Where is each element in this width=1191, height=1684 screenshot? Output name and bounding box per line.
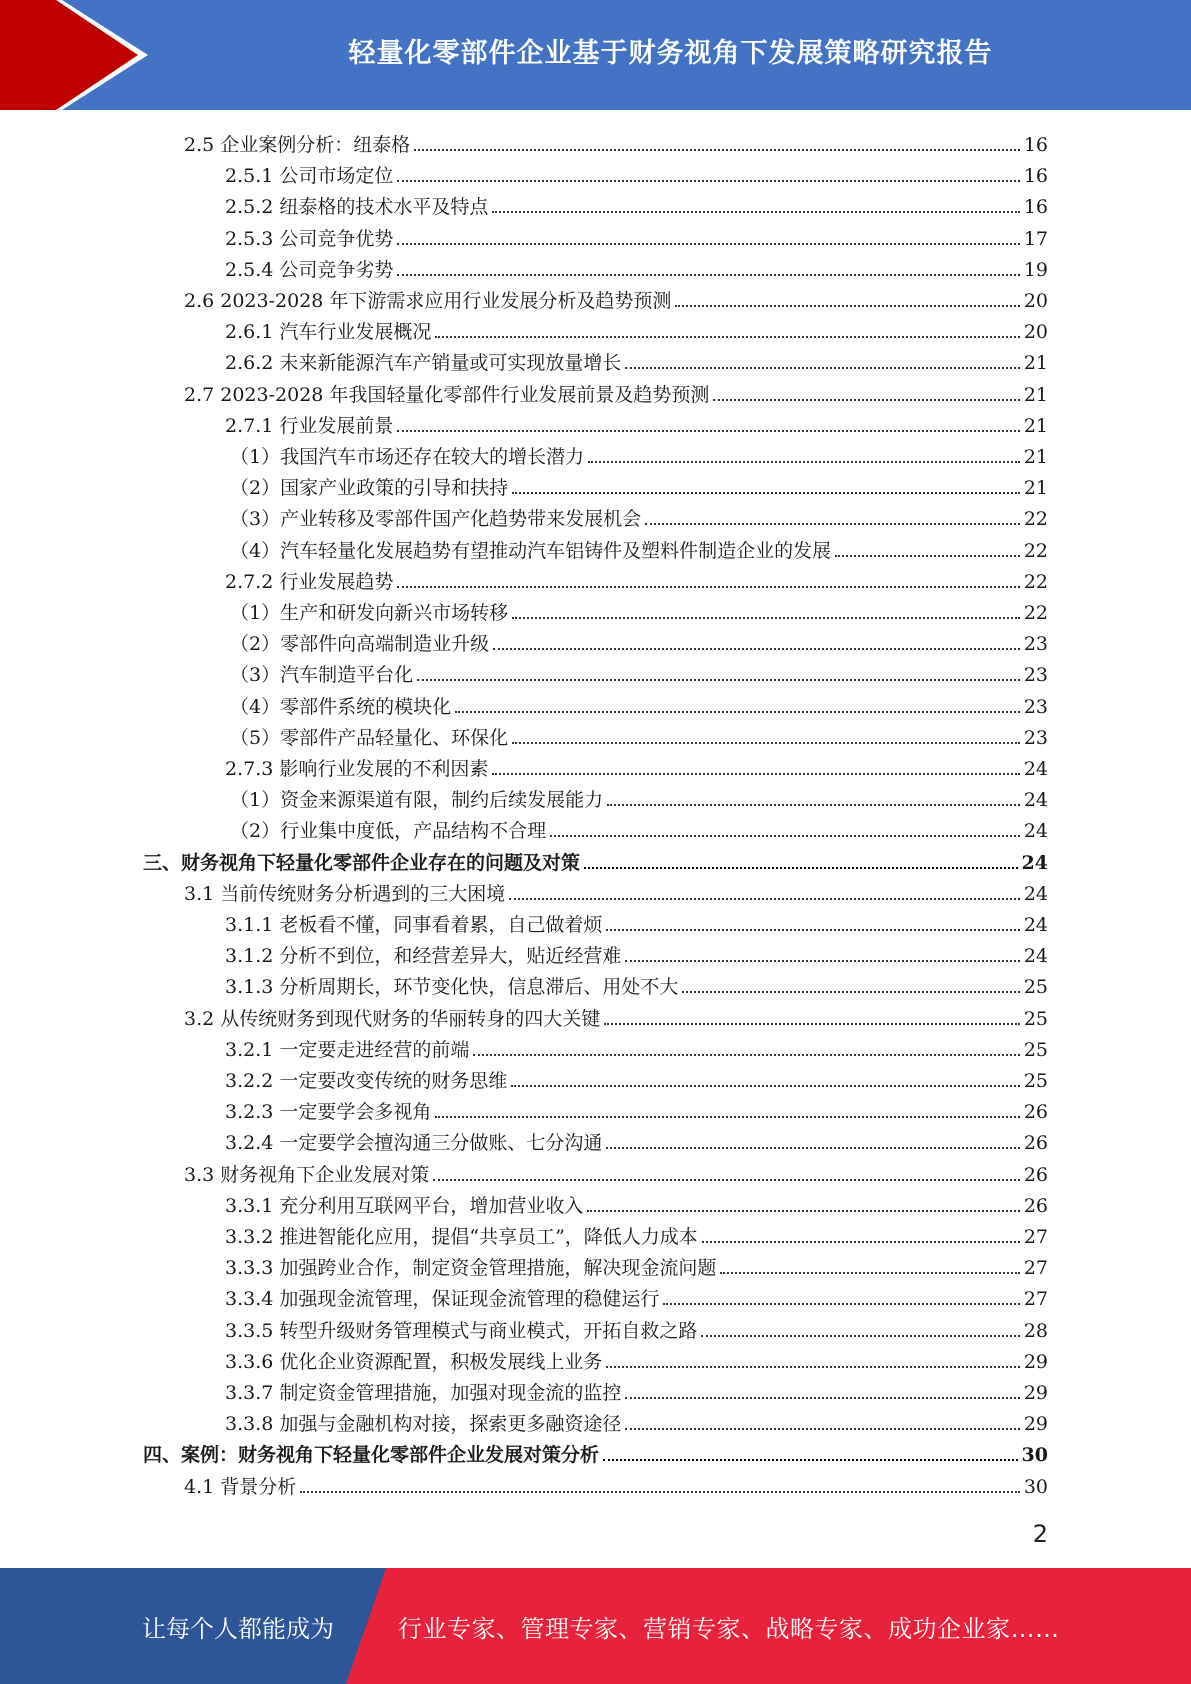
toc-entry-page: 29 [1023,1382,1048,1404]
toc-entry[interactable] [225,407,1048,438]
toc-entry-page: 21 [1023,383,1048,406]
toc-leader-dots [300,1491,1020,1493]
toc-entry[interactable] [184,1000,1048,1031]
toc-leader-dots [584,867,1018,869]
toc-entry-page: 22 [1023,539,1048,562]
toc-entry-page: 20 [1023,290,1048,312]
toc-entry[interactable] [230,438,1048,469]
toc-entry-label: （2）零部件向高端制造业升级 [230,633,490,656]
toc-entry-page: 26 [1023,1163,1048,1186]
toc-entry[interactable] [225,1093,1048,1124]
toc-entry-page: 24 [1023,914,1048,936]
toc-entry[interactable] [184,126,1048,157]
toc-entry-label: 2.5 企业案例分析：纽泰格 [184,134,411,156]
toc-leader-dots [606,1147,1019,1149]
toc-entry-label: 2.5.1 公司市场定位 [225,165,394,188]
toc-leader-dots [675,305,1019,307]
toc-entry[interactable] [225,1374,1048,1405]
toc-entry-label: 3.2.2 一定要改变传统的财务思维 [225,1070,508,1092]
toc-leader-dots [720,1272,1019,1274]
toc-leader-dots [550,835,1020,837]
footer-slogan-right: 行业专家、管理专家、营销专家、战略专家、成功企业家…… [398,1614,1060,1643]
toc-entry-page: 29 [1023,1413,1048,1436]
toc-entry[interactable] [143,1436,1048,1467]
toc-entry-label: 2.6.1 汽车行业发展概况 [225,321,432,344]
toc-entry[interactable] [225,1280,1048,1311]
toc-entry-label: 2.5.2 纽泰格的技术水平及特点 [225,196,489,219]
toc-entry[interactable] [184,376,1048,407]
toc-entry[interactable] [225,1312,1048,1343]
toc-entry-page: 30 [1023,1475,1048,1498]
toc-entry-page: 21 [1023,446,1048,468]
toc-entry-label: 2.7.1 行业发展前景 [225,414,394,437]
toc-entry-label: （4）零部件系统的模块化 [230,695,452,718]
toc-entry-label: 2.7 2023-2028 年我国轻量化零部件行业发展前景及趋势预测 [184,383,710,406]
toc-entry-page: 24 [1023,789,1048,812]
toc-entry-page: 30 [1021,1444,1048,1467]
toc-leader-dots [588,461,1020,463]
toc-leader-dots [397,243,1019,245]
toc-leader-dots [603,1459,1018,1461]
toc-entry-label: 2.6.2 未来新能源汽车产销量或可实现放量增长 [225,352,622,375]
toc-entry-label: 四、案例：财务视角下轻量化零部件企业发展对策分析 [143,1444,600,1467]
toc-entry-page: 28 [1023,1319,1048,1342]
toc-leader-dots [473,1054,1019,1056]
toc-entry[interactable] [184,875,1048,906]
toc-leader-dots [512,742,1020,744]
toc-entry-page: 29 [1023,1350,1048,1373]
toc-entry-label: 2.7.3 影响行业发展的不利因素 [225,758,489,780]
report-title: 轻量化零部件企业基于财务视角下发展策略研究报告 [348,37,993,69]
toc-entry-label: 3.2 从传统财务到现代财务的华丽转身的四大关键 [184,1007,601,1030]
header-arrow-decoration [0,0,160,110]
toc-entry[interactable] [230,469,1048,500]
toc-leader-dots [455,711,1020,713]
toc-entry-label: 3.2.3 一定要学会多视角 [225,1101,432,1124]
toc-entry[interactable] [225,188,1048,219]
toc-entry[interactable] [230,812,1048,843]
toc-entry-label: 3.3.1 充分利用互联网平台，增加营业收入 [225,1194,584,1217]
toc-entry[interactable] [225,157,1048,188]
toc-entry[interactable] [230,656,1048,687]
toc-entry-label: 3.3.6 优化企业资源配置，积极发展线上业务 [225,1350,603,1373]
toc-leader-dots [414,149,1020,151]
toc-entry[interactable] [230,781,1048,812]
toc-entry[interactable] [225,937,1048,968]
page-header [0,0,1191,110]
toc-entry-page: 26 [1023,1194,1048,1217]
toc-entry-label: 2.6 2023-2028 年下游需求应用行业发展分析及趋势预测 [184,290,672,312]
toc-leader-dots [435,1116,1019,1118]
page-footer [0,1568,1191,1684]
toc-leader-dots [835,555,1020,557]
toc-entry-page: 24 [1023,758,1048,780]
toc-leader-dots [625,1397,1019,1399]
toc-entry[interactable] [230,719,1048,750]
toc-entry[interactable] [225,750,1048,781]
toc-entry-page: 22 [1023,508,1048,531]
toc-leader-dots [607,804,1020,806]
toc-entry[interactable] [225,251,1048,282]
toc-entry-page: 25 [1023,1038,1048,1061]
toc-entry-label: 3.3.3 加强跨业合作，制定资金管理措施，解决现金流问题 [225,1257,717,1280]
toc-entry-label: 3.3.4 加强现金流管理，保证现金流管理的稳健运行 [225,1288,660,1311]
toc-entry[interactable] [225,1031,1048,1062]
toc-leader-dots [509,898,1020,900]
toc-entry-page: 16 [1023,165,1048,188]
toc-entry-page: 21 [1023,477,1048,500]
toc-entry[interactable] [225,313,1048,344]
toc-entry-label: 3.1.2 分析不到位，和经营差异大，贴近经营难 [225,945,622,968]
toc-entry-page: 27 [1023,1288,1048,1311]
toc-entry[interactable] [184,282,1048,313]
toc-leader-dots [512,617,1020,619]
toc-entry-page: 27 [1023,1257,1048,1280]
toc-entry[interactable] [225,968,1048,999]
toc-entry-page: 22 [1023,570,1048,593]
toc-leader-dots [606,929,1019,931]
toc-leader-dots [663,1303,1019,1305]
toc-leader-dots [397,586,1019,588]
toc-leader-dots [417,679,1020,681]
toc-entry[interactable] [225,344,1048,375]
toc-leader-dots [625,1428,1019,1430]
toc-leader-dots [625,367,1019,369]
toc-entry-page: 24 [1023,882,1048,905]
toc-entry[interactable] [230,688,1048,719]
toc-leader-dots [713,399,1019,401]
toc-entry[interactable] [225,563,1048,594]
toc-entry-page: 23 [1023,633,1048,656]
toc-leader-dots [433,1179,1020,1181]
toc-entry-label: 3.3.7 制定资金管理措施，加强对现金流的监控 [225,1382,622,1404]
toc-entry[interactable] [225,1218,1048,1249]
toc-entry-page: 25 [1023,1070,1048,1092]
toc-entry-page: 17 [1023,227,1048,250]
toc-entry-label: （1）资金来源渠道有限，制约后续发展能力 [230,789,604,812]
toc-entry-label: 3.3 财务视角下企业发展对策 [184,1163,430,1186]
toc-leader-dots [701,1335,1019,1337]
toc-entry-page: 23 [1023,664,1048,687]
toc-entry-label: 4.1 背景分析 [184,1475,297,1498]
toc-leader-dots [587,1210,1019,1212]
toc-entry-label: 3.3.8 加强与金融机构对接，探索更多融资途径 [225,1413,622,1436]
toc-entry-label: （3）产业转移及零部件国产化趋势带来发展机会 [230,508,642,531]
toc-leader-dots [512,492,1020,494]
toc-entry-label: 2.5.3 公司竞争优势 [225,227,394,250]
toc-entry-label: 3.2.4 一定要学会擅沟通三分做账、七分沟通 [225,1132,603,1155]
toc-entry-page: 25 [1023,976,1048,999]
toc-entry-page: 23 [1023,726,1048,749]
toc-leader-dots [682,991,1019,993]
toc-entry-page: 24 [1023,945,1048,968]
page-number: 2 [1032,1520,1048,1548]
toc-entry-page: 26 [1023,1132,1048,1155]
toc-entry-page: 25 [1023,1007,1048,1030]
toc-entry-page: 21 [1023,414,1048,437]
toc-entry[interactable] [230,594,1048,625]
toc-entry-page: 22 [1023,602,1048,624]
toc-entry-label: 三、财务视角下轻量化零部件企业存在的问题及对策 [143,851,581,874]
toc-entry-label: 3.2.1 一定要走进经营的前端 [225,1038,470,1061]
toc-entry-page: 23 [1023,695,1048,718]
toc-entry-page: 26 [1023,1101,1048,1124]
toc-entry-label: 3.1 当前传统财务分析遇到的三大困境 [184,882,506,905]
toc-leader-dots [397,274,1019,276]
toc-entry[interactable] [225,1062,1048,1093]
toc-entry[interactable] [225,1343,1048,1374]
toc-entry[interactable] [225,1124,1048,1155]
toc-entry-page: 21 [1023,352,1048,375]
toc-entry-label: 3.3.5 转型升级财务管理模式与商业模式，开拓自救之路 [225,1319,698,1342]
toc-entry-label: （1）我国汽车市场还存在较大的增长潜力 [230,446,585,468]
toc-entry[interactable] [230,625,1048,656]
toc-entry[interactable] [184,1156,1048,1187]
toc-leader-dots [435,336,1019,338]
toc-leader-dots [625,960,1019,962]
toc-entry[interactable] [230,532,1048,563]
toc-entry-label: （5）零部件产品轻量化、环保化 [230,726,509,749]
toc-leader-dots [492,773,1019,775]
toc-leader-dots [511,1085,1019,1087]
toc-leader-dots [397,430,1019,432]
toc-leader-dots [604,1023,1020,1025]
toc-entry[interactable] [225,1249,1048,1280]
toc-entry-page: 24 [1023,820,1048,843]
toc-entry-label: 3.1.3 分析周期长，环节变化快，信息滞后、用处不大 [225,976,679,999]
toc-entry-label: （4）汽车轻量化发展趋势有望推动汽车铝铸件及塑料件制造企业的发展 [230,539,832,562]
toc-leader-dots [606,1366,1019,1368]
toc-entry[interactable] [225,1187,1048,1218]
toc-entry-label: （2）国家产业政策的引导和扶持 [230,477,509,500]
toc-entry-page: 20 [1023,321,1048,344]
toc-entry-label: 3.3.2 推进智能化应用，提倡“共享员工”，降低人力成本 [225,1226,698,1248]
toc-entry[interactable] [143,844,1048,875]
toc-leader-dots [645,523,1020,525]
toc-leader-dots [492,211,1019,213]
toc-entry[interactable] [225,220,1048,251]
toc-leader-dots [702,1241,1020,1243]
toc-entry-label: 3.1.1 老板看不懂，同事看着累，自己做着烦 [225,914,603,936]
footer-slogan-left: 让每个人都能成为 [142,1614,334,1643]
toc-leader-dots [397,180,1019,182]
toc-entry[interactable] [184,1468,1048,1499]
toc-entry[interactable] [230,500,1048,531]
toc-entry-label: （3）汽车制造平台化 [230,664,414,687]
toc-leader-dots [493,648,1020,650]
toc-entry-page: 16 [1023,196,1048,219]
toc-entry[interactable] [225,906,1048,937]
toc-entry-page: 24 [1021,851,1048,874]
toc-entry-label: 2.5.4 公司竞争劣势 [225,258,394,281]
toc-entry-label: （2）行业集中度低，产品结构不合理 [230,820,547,843]
toc-entry-label: （1）生产和研发向新兴市场转移 [230,602,509,624]
toc-entry-page: 16 [1023,134,1048,156]
toc-entry-page: 19 [1023,258,1048,281]
toc-entry[interactable] [225,1405,1048,1436]
toc-entry-page: 27 [1023,1226,1048,1248]
toc-entry-label: 2.7.2 行业发展趋势 [225,570,394,593]
